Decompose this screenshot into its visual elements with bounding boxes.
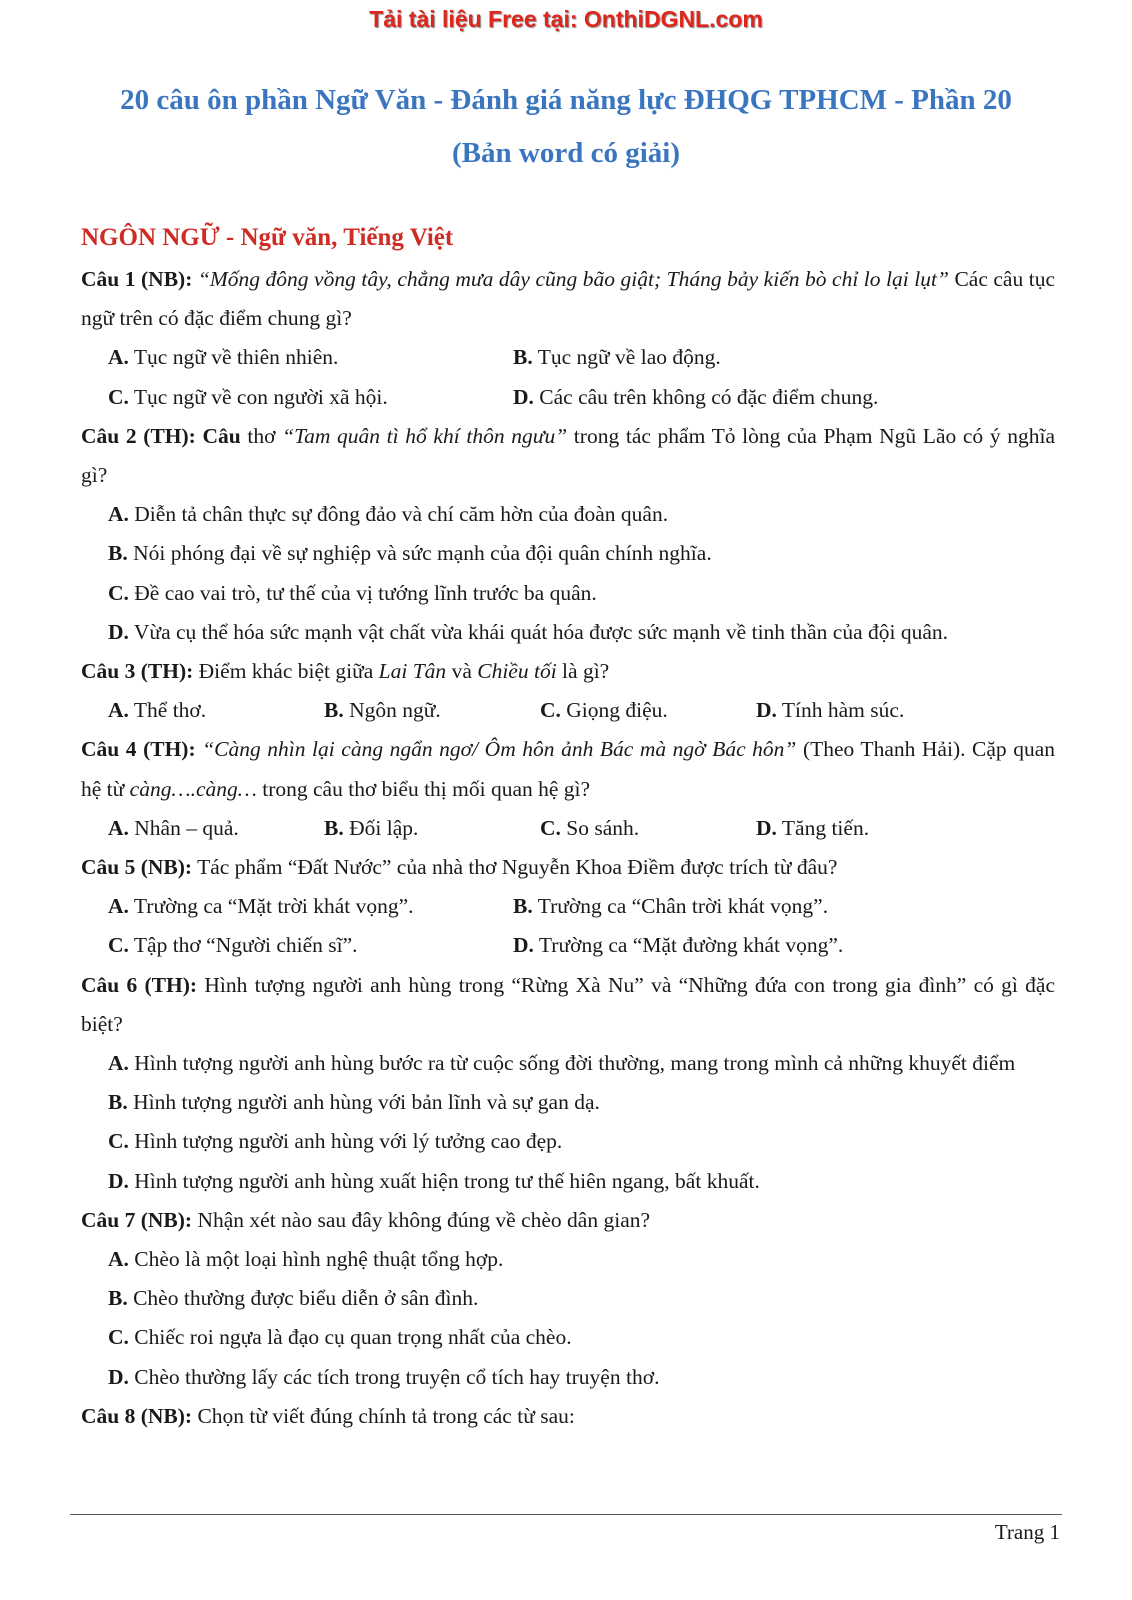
document-title bbox=[60, 74, 1072, 180]
option-text: Trường ca “Mặt trời khát vọng”. bbox=[133, 894, 414, 919]
option-a[interactable] bbox=[81, 495, 1055, 534]
work-title: Chiều tối bbox=[477, 659, 557, 684]
option-text: Diễn tả chân thực sự đông đảo và chí căm hờn của đoàn quân. bbox=[134, 502, 669, 527]
question-quote: “Mống đông vồng tây, chẳng mưa dây cũng bão giật; Tháng bảy kiến bò chỉ lo lại lụt” bbox=[197, 267, 949, 291]
option-text: Hình tượng người anh hùng xuất hiện trong tư thế hiên ngang, bất khuất. bbox=[134, 1168, 760, 1193]
question-label: Câu 4 (TH): bbox=[81, 737, 196, 762]
options-row bbox=[81, 809, 1055, 848]
option-letter: C. bbox=[108, 580, 129, 605]
question-text: Điểm khác biệt giữa bbox=[193, 659, 379, 684]
option-a[interactable] bbox=[81, 338, 513, 377]
option-text: Hình tượng người anh hùng với bản lĩnh và sự gan dạ. bbox=[133, 1090, 600, 1115]
option-letter: C. bbox=[108, 1129, 129, 1154]
option-letter: B. bbox=[108, 1286, 128, 1311]
option-text: Trường ca “Mặt đường khát vọng”. bbox=[538, 933, 844, 958]
option-d[interactable] bbox=[81, 613, 1055, 652]
option-letter: A. bbox=[108, 698, 129, 723]
option-text: Hình tượng người anh hùng với lý tưởng cao đẹp. bbox=[134, 1129, 563, 1154]
option-b[interactable] bbox=[324, 809, 540, 848]
option-letter: C. bbox=[108, 933, 129, 958]
option-text: Vừa cụ thể hóa sức mạnh vật chất vừa khái quát hóa được sức mạnh về tinh thần của đội quân. bbox=[133, 619, 949, 644]
options-row bbox=[81, 378, 1055, 417]
option-letter: D. bbox=[756, 815, 777, 840]
option-a[interactable] bbox=[81, 1240, 1055, 1279]
option-d[interactable] bbox=[756, 809, 972, 848]
option-text: Chèo thường được biểu diễn ở sân đình. bbox=[133, 1286, 479, 1311]
option-text: Tục ngữ về con người xã hội. bbox=[133, 384, 388, 409]
question-term: càng….càng… bbox=[129, 776, 257, 801]
section-heading: NGÔN NGỮ - Ngữ văn, Tiếng Việt bbox=[81, 224, 454, 251]
question-8 bbox=[81, 1397, 1055, 1436]
question-text: trong tác phẩm Tỏ lòng của Phạm Ngũ Lão có ý nghĩa gì? bbox=[81, 423, 1056, 488]
option-b[interactable] bbox=[81, 1279, 1055, 1318]
option-letter: C. bbox=[108, 384, 129, 409]
question-text: và bbox=[446, 659, 478, 684]
option-letter: D. bbox=[108, 619, 129, 644]
title-line-1: 20 câu ôn phần Ngữ Văn - Đánh giá năng lực ĐHQG TPHCM - Phần 20 bbox=[120, 84, 1012, 116]
option-d[interactable] bbox=[513, 926, 843, 965]
question-4 bbox=[81, 730, 1055, 808]
document-body bbox=[81, 216, 1055, 1436]
option-b[interactable] bbox=[324, 691, 540, 730]
option-a[interactable] bbox=[81, 809, 324, 848]
option-text: So sánh. bbox=[566, 815, 640, 840]
option-c[interactable] bbox=[540, 809, 756, 848]
option-letter: A. bbox=[108, 1247, 129, 1272]
question-label: Câu 2 (TH): Câu bbox=[81, 423, 241, 448]
option-text: Đối lập. bbox=[349, 815, 419, 840]
option-d[interactable] bbox=[756, 691, 972, 730]
option-letter: A. bbox=[108, 502, 129, 527]
option-c[interactable] bbox=[81, 1122, 1055, 1161]
option-d[interactable] bbox=[81, 1162, 1055, 1201]
option-letter: B. bbox=[324, 815, 344, 840]
option-b[interactable] bbox=[81, 534, 1055, 573]
question-label: Câu 7 (NB): bbox=[81, 1207, 193, 1232]
question-label: Câu 3 (TH): bbox=[81, 659, 194, 684]
option-d[interactable] bbox=[81, 1358, 1055, 1397]
option-letter: A. bbox=[108, 1051, 129, 1076]
option-a[interactable] bbox=[81, 1044, 1055, 1083]
question-7 bbox=[81, 1201, 1055, 1240]
option-text: Hình tượng người anh hùng bước ra từ cuộc sống đời thường, mang trong mình cả những khuyết điểm bbox=[134, 1051, 1016, 1076]
options-row bbox=[81, 691, 1055, 730]
option-a[interactable] bbox=[81, 887, 513, 926]
question-quote: “Tam quân tì hổ khí thôn ngưu” bbox=[282, 423, 568, 448]
option-letter: B. bbox=[108, 1090, 128, 1115]
option-text: Nói phóng đại về sự nghiệp và sức mạnh của đội quân chính nghĩa. bbox=[133, 541, 712, 566]
question-text: trong câu thơ biểu thị mối quan hệ gì? bbox=[256, 776, 591, 801]
option-text: Đề cao vai trò, tư thế của vị tướng lĩnh trước ba quân. bbox=[134, 580, 597, 605]
option-letter: C. bbox=[540, 698, 561, 723]
question-text: Các câu tục ngữ trên có đặc điểm chung gì? bbox=[81, 267, 1055, 331]
options-row bbox=[81, 338, 1055, 377]
option-text: Chèo thường lấy các tích trong truyện cổ tích hay truyện thơ. bbox=[134, 1364, 660, 1389]
option-c[interactable] bbox=[81, 574, 1055, 613]
option-text: Chiếc roi ngựa là đạo cụ quan trọng nhất của chèo. bbox=[134, 1325, 572, 1350]
option-c[interactable] bbox=[81, 1318, 1055, 1357]
option-text: Trường ca “Chân trời khát vọng”. bbox=[537, 894, 829, 919]
option-text: Giọng điệu. bbox=[566, 698, 668, 723]
option-letter: B. bbox=[513, 345, 533, 370]
question-5 bbox=[81, 848, 1055, 887]
option-text: Tính hàm súc. bbox=[781, 698, 905, 723]
download-banner[interactable]: Tải tài liệu Free tại: OnthiDGNL.com bbox=[369, 6, 763, 32]
work-title: Lai Tân bbox=[378, 659, 447, 684]
option-b[interactable] bbox=[513, 338, 721, 377]
option-letter: D. bbox=[513, 384, 534, 409]
question-1 bbox=[81, 260, 1055, 338]
question-label: Câu 1 (NB): bbox=[81, 267, 193, 291]
option-letter: B. bbox=[108, 541, 128, 566]
option-text: Tục ngữ về lao động. bbox=[537, 345, 721, 370]
option-letter: A. bbox=[108, 894, 129, 919]
question-3 bbox=[81, 652, 1055, 691]
option-letter: C. bbox=[108, 1325, 129, 1350]
question-text: Tác phẩm “Đất Nước” của nhà thơ Nguyễn Khoa Điềm được trích từ đâu? bbox=[192, 855, 838, 880]
question-quote: “Càng nhìn lại càng ngẩn ngơ/ Ôm hôn ảnh Bác mà ngờ Bác hôn” bbox=[202, 737, 797, 762]
option-text: Ngôn ngữ. bbox=[349, 698, 441, 723]
question-6 bbox=[81, 966, 1055, 1044]
option-b[interactable] bbox=[513, 887, 828, 926]
footer-divider bbox=[70, 1514, 1062, 1515]
option-text: Nhân – quả. bbox=[134, 815, 239, 840]
option-a[interactable] bbox=[81, 691, 324, 730]
question-label: Câu 6 (TH): bbox=[81, 972, 198, 997]
question-text: Chọn từ viết đúng chính tả trong các từ sau: bbox=[192, 1403, 575, 1428]
option-text: Tục ngữ về thiên nhiên. bbox=[133, 345, 339, 370]
question-label: Câu 5 (NB): bbox=[81, 855, 193, 880]
option-letter: A. bbox=[108, 345, 129, 370]
page-number: Trang 1 bbox=[994, 1520, 1060, 1544]
option-text: Tập thơ “Người chiến sĩ”. bbox=[133, 933, 358, 958]
option-text: Tăng tiến. bbox=[781, 815, 870, 840]
options-row bbox=[81, 926, 1055, 965]
question-text: Nhận xét nào sau đây không đúng về chèo dân gian? bbox=[192, 1207, 651, 1232]
option-text: Thể thơ. bbox=[133, 698, 207, 723]
option-letter: D. bbox=[108, 1168, 129, 1193]
option-letter: C. bbox=[540, 815, 561, 840]
option-letter: A. bbox=[108, 815, 129, 840]
option-letter: D. bbox=[513, 933, 534, 958]
title-line-2: (Bản word có giải) bbox=[452, 137, 680, 169]
question-text: thơ bbox=[240, 423, 283, 448]
option-letter: D. bbox=[756, 698, 777, 723]
question-text: Hình tượng người anh hùng trong “Rừng Xà Nu” và “Những đứa con trong gia đình” có gì đặc biệt? bbox=[81, 972, 1055, 1036]
option-text: Các câu trên không có đặc điểm chung. bbox=[539, 384, 879, 409]
option-c[interactable] bbox=[540, 691, 756, 730]
question-label: Câu 8 (NB): bbox=[81, 1403, 193, 1428]
option-d[interactable] bbox=[513, 378, 878, 417]
option-c[interactable] bbox=[81, 926, 513, 965]
option-c[interactable] bbox=[81, 378, 513, 417]
question-text: (Theo Thanh Hải). Cặp quan hệ từ bbox=[81, 737, 1056, 801]
question-2 bbox=[81, 417, 1055, 495]
option-letter: B. bbox=[324, 698, 344, 723]
options-row bbox=[81, 887, 1055, 926]
option-letter: D. bbox=[108, 1364, 129, 1389]
option-text: Chèo là một loại hình nghệ thuật tổng hợp. bbox=[134, 1247, 504, 1272]
question-text: là gì? bbox=[556, 659, 610, 684]
option-letter: B. bbox=[513, 894, 533, 919]
option-b[interactable] bbox=[81, 1083, 1055, 1122]
